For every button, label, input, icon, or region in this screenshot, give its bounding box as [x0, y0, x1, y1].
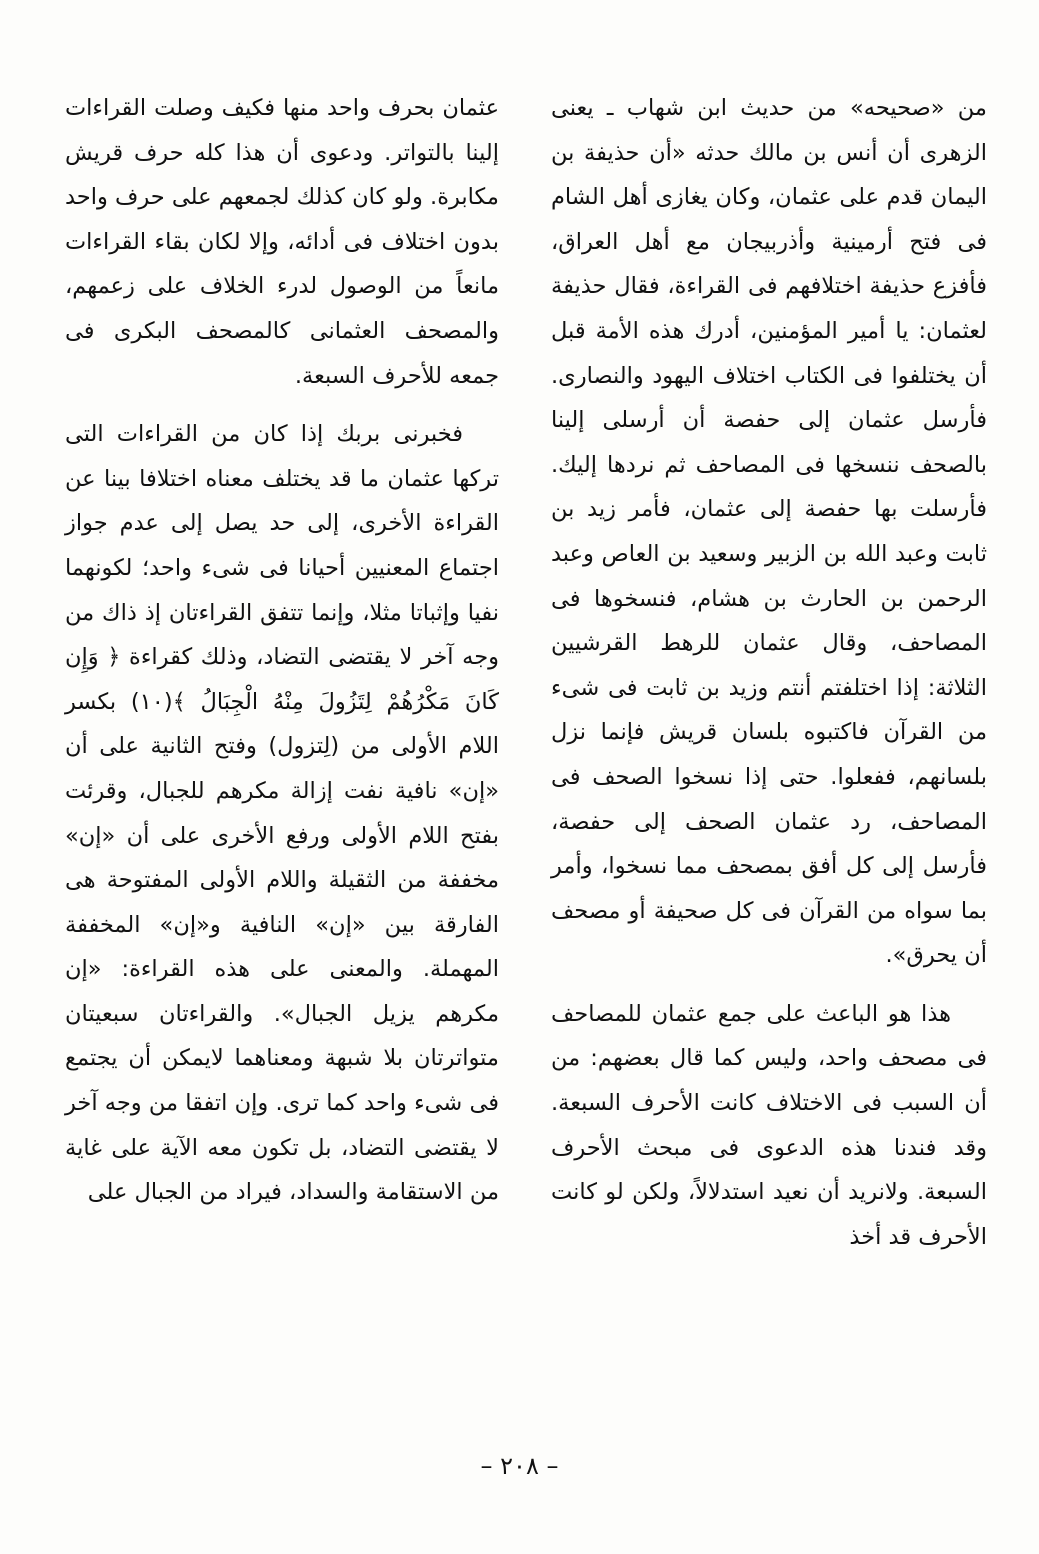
- right-text-column: [551, 86, 987, 1259]
- paragraph: عثمان بحرف واحد منها فكيف وصلت القراءات إلينا بالتواتر. ودعوى أن هذا كله حرف قريش مكابرة. ولو كان كذلك لجمعهم على حرف واحد بدون اختلاف فى أدائه، وإلا لكان بقاء القراءات مانعاً من الوصول لدرء الخلاف على زعمهم، والمصحف العثمانى كالمصحف البكرى فى جمعه للأحرف السبعة.: [65, 95, 499, 389]
- paragraph: هذا هو الباعث على جمع عثمان للمصاحف فى مصحف واحد، وليس كما قال بعضهم: من أن السبب فى الاختلاف كانت الأحرف السبعة. وقد فندنا هذه الدعوى فى مبحث الأحرف السبعة. ولانريد أن نعيد استدلالاً، ولكن لو كانت الأحرف قد أخذ: [551, 1000, 987, 1250]
- paragraph: فخبرنى بربك إذا كان من القراءات التى تركها عثمان ما قد يختلف معناه اختلافا بينا عن القراءة الأخرى، إلى حد يصل إلى عدم جواز اجتماع المعنيين أحيانا فى شىء واحد؛ لكونهما نفيا وإثباتا مثلا، وإنما تتفق القراءتان إذ ذاك من وجه آخر لا يقتضى التضاد، وذلك كقراءة ﴿ وَإِن كَانَ مَكْرُهُمْ لِتَزُولَ مِنْهُ الْجِبَالُ ﴾(١٠) بكسر اللام الأولى من (لِتزول) وفتح الثانية على أن «إن» نافية نفت إزالة مكرهم للجبال، وقرئت بفتح اللام الأولى ورفع الأخرى على أن «إن» مخففة من الثقيلة واللام الأولى المفتوحة هى الفارقة بين «إن» النافية و«إن» المخففة المهملة. والمعنى على هذه القراءة: «إن مكرهم يزيل الجبال». والقراءتان سبعيتان متواترتان بلا شبهة ومعناهما لايمكن أن يجتمع فى شىء واحد كما ترى. وإن اتفقا من وجه آخر لا يقتضى التضاد، بل تكون معه الآية على غاية من الاستقامة والسداد، فيراد من الجبال على: [65, 421, 499, 1206]
- page-number: – ٢٠٨ –: [480, 1452, 559, 1480]
- paragraph: من «صحيحه» من حديث ابن شهاب ـ يعنى الزهرى أن أنس بن مالك حدثه «أن حذيفة بن اليمان قدم على عثمان، وكان يغازى أهل الشام فى فتح أرمينية وأذربيجان مع أهل العراق، فأفزع حذيفة اختلافهم فى القراءة، فقال حذيفة لعثمان: يا أمير المؤمنين، أدرك هذه الأمة قبل أن يختلفوا فى الكتاب اختلاف اليهود والنصارى. فأرسل عثمان إلى حفصة أن أرسلى إلينا بالصحف ننسخها فى المصاحف ثم نردها إليك. فأرسلت بها حفصة إلى عثمان، فأمر زيد بن ثابت وعبد الله بن الزبير وسعيد بن العاص وعبد الرحمن بن الحارث بن هشام، فنسخوها فى المصاحف، وقال عثمان للرهط القرشيين الثلاثة: إذا اختلفتم أنتم وزيد بن ثابت فى شىء من القرآن فاكتبوه بلسان قريش فإنما نزل بلسانهم، ففعلوا. حتى إذا نسخوا الصحف فى المصاحف، رد عثمان الصحف إلى حفصة، فأرسل إلى كل أفق بمصحف مما نسخوا، وأمر بما سواه من القرآن فى كل صحيفة أو مصحف أن يحرق».: [551, 95, 987, 969]
- left-text-column: [65, 86, 499, 1215]
